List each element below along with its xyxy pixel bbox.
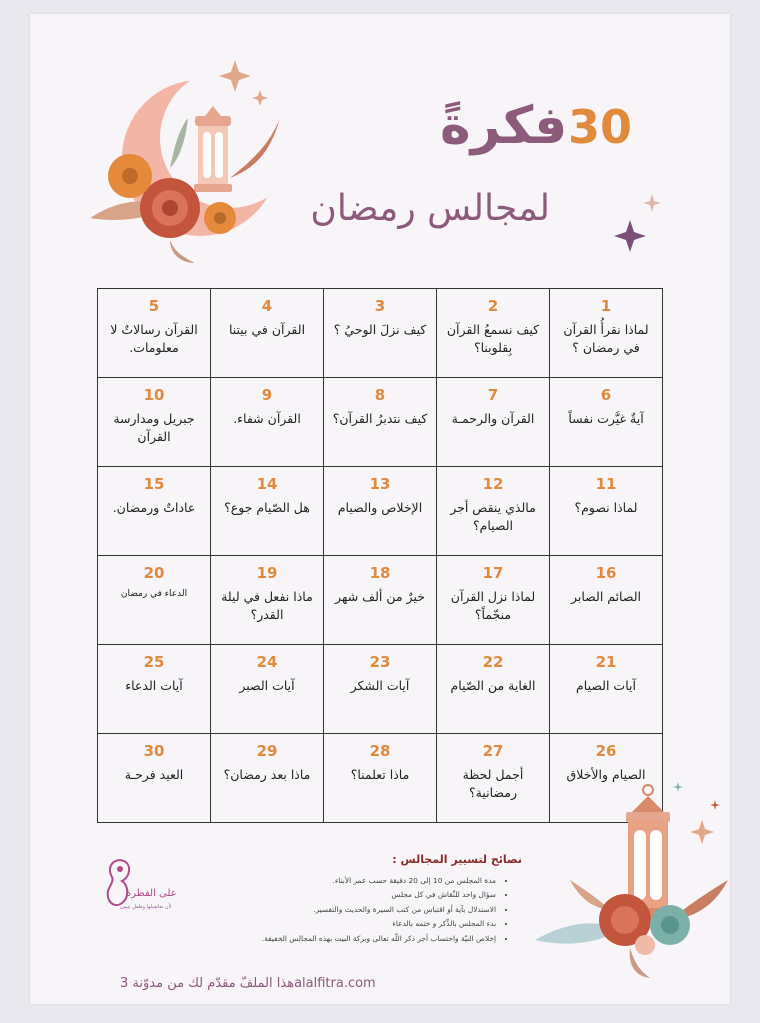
idea-cell [211, 556, 324, 645]
idea-text: كيف نسمعُ القرآن بِقلوبنا؟ [446, 322, 540, 356]
idea-text: لماذا نقرأُ القرآن في رمضان ؟ [563, 322, 649, 356]
idea-number: 6 [600, 386, 612, 404]
idea-text: الصيام والأخلاق [566, 767, 646, 782]
idea-text: القرآن رسالاتٌ لا معلومات. [110, 322, 198, 356]
tips-title: نصائح لتسيير المجالس : [392, 853, 522, 866]
idea-number: 3 [374, 297, 386, 315]
table-row [98, 378, 663, 467]
idea-number: 5 [148, 297, 160, 315]
idea-text: القرآن والرحمـة [451, 411, 535, 426]
idea-number: 27 [482, 742, 504, 760]
idea-cell [324, 645, 437, 734]
idea-number: 19 [256, 564, 278, 582]
idea-number: 13 [369, 475, 391, 493]
idea-number: 15 [143, 475, 165, 493]
star-icon [673, 782, 720, 844]
idea-cell [550, 556, 663, 645]
idea-number: 21 [595, 653, 617, 671]
idea-text: الدعاء في رمضان [120, 589, 188, 599]
idea-cell [211, 467, 324, 556]
idea-cell [211, 378, 324, 467]
idea-text: مالذي ينقص أجر الصيام؟ [450, 500, 536, 534]
idea-cell [98, 556, 211, 645]
tip-item: • مدة المجلس من 10 إلى 20 دقيقة حسب عمر الأبناء. [166, 874, 496, 888]
idea-cell [324, 734, 437, 823]
idea-number: 16 [595, 564, 617, 582]
idea-cell [437, 645, 550, 734]
idea-cell [324, 289, 437, 378]
idea-number: 11 [595, 475, 617, 493]
idea-cell [98, 467, 211, 556]
idea-text: الغاية من الصّيام [450, 678, 536, 693]
idea-cell [211, 645, 324, 734]
idea-text: خيرٌ من ألف شهر [335, 589, 425, 604]
page-subtitle: لمجالس رمضان [310, 188, 550, 229]
idea-number: 29 [256, 742, 278, 760]
idea-cell [98, 734, 211, 823]
table-row [98, 467, 663, 556]
logo-name: على الفطرة [126, 888, 177, 899]
idea-cell [437, 289, 550, 378]
idea-cell [324, 556, 437, 645]
idea-text: عاداتٌ ورمضان. [112, 500, 196, 515]
idea-number: 22 [482, 653, 504, 671]
lantern-icon [194, 106, 232, 192]
tip-item: • بدء المجلس بالذِّكر و ختمه بالدعاء [166, 917, 496, 931]
idea-cell [437, 378, 550, 467]
idea-number: 10 [143, 386, 165, 404]
idea-number: 20 [143, 564, 165, 582]
tip-item: • إخلاص النيّة واحتساب أجر ذكر اللّه تعالى وبركة البيت بهذه المجالس الخفيفة. [166, 932, 496, 946]
idea-text: كيف نتدبرُ القرآن؟ [332, 411, 428, 426]
idea-text: القرآن في بيتنا [228, 322, 306, 337]
flower-icon [599, 894, 690, 978]
idea-text: آيات الدعاء [125, 678, 183, 693]
idea-cell [211, 734, 324, 823]
logo-tagline: لأن تفاصيلها وطفلِ عِيون [120, 904, 172, 910]
idea-text: العيد فرحـة [124, 767, 184, 782]
idea-number: 8 [374, 386, 386, 404]
idea-number: 26 [595, 742, 617, 760]
lantern-flower-decoration [530, 780, 730, 980]
idea-cell [437, 556, 550, 645]
idea-text: الإخلاص والصيام [337, 500, 423, 515]
idea-cell [324, 378, 437, 467]
idea-number: 28 [369, 742, 391, 760]
idea-number: 12 [482, 475, 504, 493]
ideas-table [97, 288, 663, 823]
footer-credit: هذا الملفّ مقدّم لك من مدوّنة 3alalfitra.com [120, 976, 376, 991]
idea-text: هل الصّيام جوع؟ [224, 500, 310, 515]
idea-text: ماذا بعد رمضان؟ [223, 767, 311, 782]
idea-number: 14 [256, 475, 278, 493]
idea-cell [550, 378, 663, 467]
idea-text: القرآن شفاء. [233, 411, 301, 426]
idea-cell [98, 645, 211, 734]
idea-number: 18 [369, 564, 391, 582]
tips-list [166, 874, 508, 946]
idea-text: لماذا نصوم؟ [574, 500, 638, 515]
idea-number: 2 [487, 297, 499, 315]
crescent-moon-decoration [70, 58, 300, 268]
idea-cell [550, 467, 663, 556]
idea-text: آيةٌ غيَّرت نفساً [568, 411, 644, 426]
idea-number: 9 [261, 386, 273, 404]
idea-cell [211, 289, 324, 378]
table-row [98, 289, 663, 378]
idea-number: 23 [369, 653, 391, 671]
idea-text: الصائم الصابر [570, 589, 641, 604]
idea-cell [324, 467, 437, 556]
table-row [98, 556, 663, 645]
idea-text: أجمل لحظة رمضانية؟ [462, 767, 524, 801]
idea-number: 1 [600, 297, 612, 315]
idea-cell [550, 289, 663, 378]
title-word: فكرةً [440, 96, 568, 156]
idea-number: 4 [261, 297, 273, 315]
idea-text: لماذا نزل القرآن منجّماً؟ [450, 589, 536, 623]
title-number: 30 [568, 100, 633, 154]
idea-text: جبريل ومدارسة القرآن [113, 411, 195, 445]
idea-number: 7 [487, 386, 499, 404]
idea-cell [98, 378, 211, 467]
idea-text: آيات الصيام [576, 678, 636, 693]
idea-cell [437, 467, 550, 556]
idea-number: 24 [256, 653, 278, 671]
idea-cell [98, 289, 211, 378]
idea-text: كيف نزلَ الوحيُ ؟ [333, 322, 427, 337]
idea-number: 17 [482, 564, 504, 582]
idea-text: آيات الصبر [239, 678, 295, 693]
idea-number: 30 [143, 742, 165, 760]
idea-number: 25 [143, 653, 165, 671]
idea-cell [550, 645, 663, 734]
star-icon [612, 190, 672, 260]
table-row [98, 645, 663, 734]
tip-item: • سؤال واحد للنِّقاش في كل مجلس [166, 888, 496, 902]
idea-text: آيات الشكر [350, 678, 410, 693]
idea-text: ماذا تعلمنا؟ [350, 767, 410, 782]
idea-text: ماذا نفعل في ليلة القدر؟ [221, 589, 313, 623]
tip-item: • الاستدلال بآية أو اقتباس من كتب السيرة والحديث والتفسير. [166, 903, 496, 917]
